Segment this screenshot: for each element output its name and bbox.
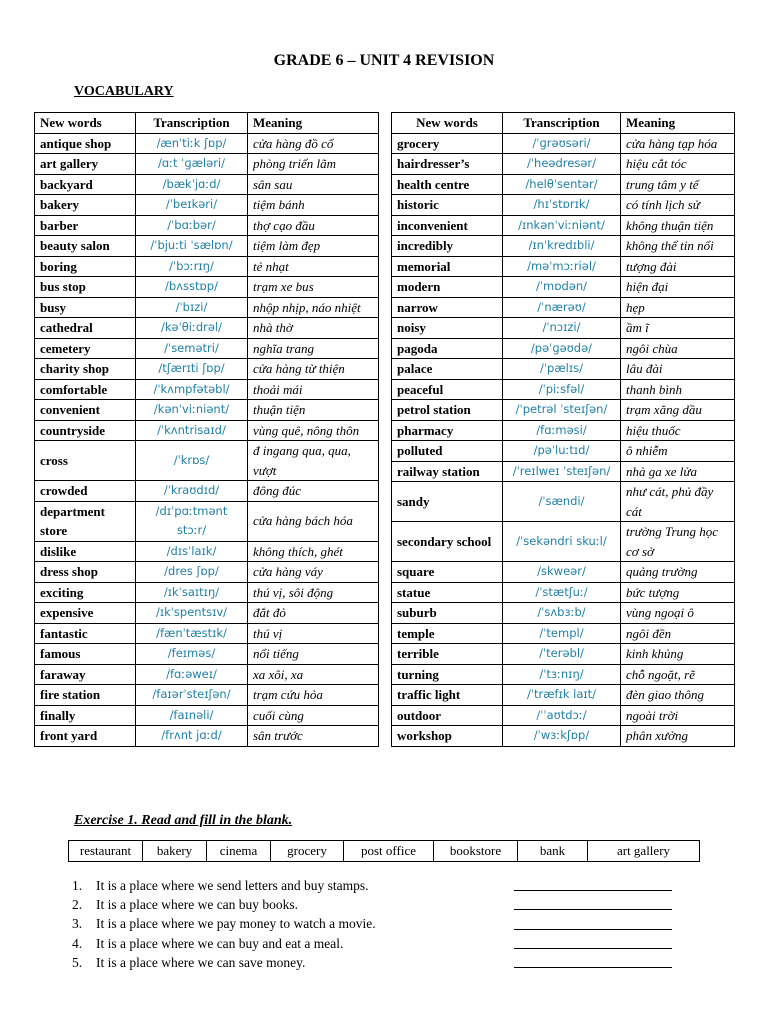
meaning-cell: thú vị, sôi động: [248, 582, 379, 603]
meaning-cell: tượng đài: [621, 256, 735, 277]
word-cell: fire station: [35, 685, 136, 706]
table-row: [35, 318, 379, 339]
meaning-cell: hiện đại: [621, 277, 735, 298]
transcription-cell: /pəˈluːtɪd/: [503, 441, 621, 462]
word-cell: busy: [35, 297, 136, 318]
meaning-cell: phân xưởng: [621, 726, 735, 747]
word-bank-item: bakery: [143, 841, 207, 861]
transcription-cell: /faɪərˈsteɪʃən/: [136, 685, 248, 706]
transcription-cell: /ɑːt ˈɡæləri/: [136, 154, 248, 175]
word-cell: crowded: [35, 481, 136, 502]
question-number: 1.: [72, 877, 83, 893]
table-row: [35, 174, 379, 195]
meaning-cell: không thuận tiện: [621, 215, 735, 236]
word-cell: traffic light: [392, 685, 503, 706]
word-cell: countryside: [35, 420, 136, 441]
transcription-cell: /ˈbɑːbər/: [136, 215, 248, 236]
meaning-cell: vùng ngoại ô: [621, 603, 735, 624]
transcription-cell: /ˈkʌntrisaɪd/: [136, 420, 248, 441]
word-bank: [68, 840, 700, 862]
table-row: [35, 582, 379, 603]
meaning-cell: đắt đỏ: [248, 603, 379, 624]
table-row: [392, 420, 735, 441]
transcription-cell: /ænˈtiːk ʃɒp/: [136, 133, 248, 154]
table-row: [35, 359, 379, 380]
question-list: [72, 876, 672, 972]
meaning-cell: cửa hàng đồ cổ: [248, 133, 379, 154]
word-cell: outdoor: [392, 705, 503, 726]
table-row: [35, 664, 379, 685]
meaning-cell: có tính lịch sử: [621, 195, 735, 216]
word-cell: antique shop: [35, 133, 136, 154]
table-row: [392, 685, 735, 706]
word-cell: workshop: [392, 726, 503, 747]
meaning-cell: nghĩa trang: [248, 338, 379, 359]
meaning-cell: phòng triển lãm: [248, 154, 379, 175]
meaning-cell: lâu đài: [621, 359, 735, 380]
word-cell: boring: [35, 256, 136, 277]
transcription-cell: /ˈsekəndri skuːl/: [503, 522, 621, 562]
meaning-cell: không thích, ghét: [248, 541, 379, 562]
table-row: [35, 400, 379, 421]
transcription-cell: /ˈreɪlweɪ ˈsteɪʃən/: [503, 461, 621, 482]
word-cell: barber: [35, 215, 136, 236]
meaning-cell: hẹp: [621, 297, 735, 318]
meaning-cell: cửa hàng váy: [248, 562, 379, 583]
table-row: [392, 664, 735, 685]
word-cell: fantastic: [35, 623, 136, 644]
question-text: It is a place where we send letters and buy stamps.: [96, 877, 369, 893]
answer-blank[interactable]: [514, 938, 672, 949]
word-cell: charity shop: [35, 359, 136, 380]
meaning-cell: trạm cứu hỏa: [248, 685, 379, 706]
table-row: [35, 195, 379, 216]
question-text: It is a place where we can save money.: [96, 954, 306, 970]
meaning-cell: tiệm làm đẹp: [248, 236, 379, 257]
word-cell: pagoda: [392, 338, 503, 359]
column-header-transcription: Transcription: [136, 113, 248, 134]
word-cell: inconvenient: [392, 215, 503, 236]
table-row: [392, 133, 735, 154]
table-row: [35, 501, 379, 541]
table-row: [35, 644, 379, 665]
word-cell: temple: [392, 623, 503, 644]
table-row: [392, 562, 735, 583]
word-cell: square: [392, 562, 503, 583]
transcription-cell: /ˈpiːsfəl/: [503, 379, 621, 400]
table-row: [392, 400, 735, 421]
table-row: [35, 338, 379, 359]
transcription-cell: /fɑːəweɪ/: [136, 664, 248, 685]
meaning-cell: đông đúc: [248, 481, 379, 502]
table-row: [35, 236, 379, 257]
answer-blank[interactable]: [514, 957, 672, 968]
transcription-cell: /bʌsstɒp/: [136, 277, 248, 298]
table-row: [392, 623, 735, 644]
table-row: [35, 623, 379, 644]
question-item: [72, 953, 672, 972]
meaning-cell: nhà ga xe lửa: [621, 461, 735, 482]
meaning-cell: sân sau: [248, 174, 379, 195]
transcription-cell: /ˈnærəʊ/: [503, 297, 621, 318]
word-cell: petrol station: [392, 400, 503, 421]
word-cell: peaceful: [392, 379, 503, 400]
transcription-cell: /ɪkˈsaɪtɪŋ/: [136, 582, 248, 603]
table-row: [35, 277, 379, 298]
transcription-cell: /ˈtræfɪk laɪt/: [503, 685, 621, 706]
word-bank-item: bookstore: [434, 841, 518, 861]
transcription-cell: /ˈɡrəʊsəri/: [503, 133, 621, 154]
transcription-cell: /ˈpetrəl ˈsteɪʃən/: [503, 400, 621, 421]
table-row: [392, 482, 735, 522]
vocabulary-table-right: [391, 112, 735, 747]
table-row: [392, 705, 735, 726]
table-row: [35, 297, 379, 318]
meaning-cell: xa xôi, xa: [248, 664, 379, 685]
word-cell: front yard: [35, 726, 136, 747]
table-row: [392, 726, 735, 747]
table-row: [392, 603, 735, 624]
transcription-cell: /ˈheədresər/: [503, 154, 621, 175]
transcription-cell: /məˈmɔːriəl/: [503, 256, 621, 277]
word-cell: dislike: [35, 541, 136, 562]
meaning-cell: thanh bình: [621, 379, 735, 400]
table-row: [392, 256, 735, 277]
table-row: [35, 481, 379, 502]
transcription-cell: /faɪnəli/: [136, 705, 248, 726]
table-row: [35, 541, 379, 562]
table-row: [35, 726, 379, 747]
word-bank-item: post office: [344, 841, 434, 861]
word-cell: cross: [35, 441, 136, 481]
meaning-cell: cửa hàng từ thiện: [248, 359, 379, 380]
word-cell: railway station: [392, 461, 503, 482]
transcription-cell: /ˈstætʃuː/: [503, 582, 621, 603]
table-row: [392, 215, 735, 236]
word-cell: grocery: [392, 133, 503, 154]
word-cell: backyard: [35, 174, 136, 195]
transcription-cell: /kəˈθiːdrəl/: [136, 318, 248, 339]
transcription-cell: /fænˈtæstɪk/: [136, 623, 248, 644]
word-cell: dress shop: [35, 562, 136, 583]
transcription-cell: /ˈwɜːkʃɒp/: [503, 726, 621, 747]
meaning-cell: ô nhiễm: [621, 441, 735, 462]
word-bank-item: cinema: [207, 841, 271, 861]
question-text: It is a place where we pay money to watch a movie.: [96, 916, 376, 932]
transcription-cell: /ˈbeɪkəri/: [136, 195, 248, 216]
word-bank-item: restaurant: [69, 841, 143, 861]
word-bank-item: bank: [518, 841, 588, 861]
meaning-cell: trạm xe bus: [248, 277, 379, 298]
meaning-cell: trung tâm y tế: [621, 174, 735, 195]
table-row: [392, 522, 735, 562]
transcription-cell: /ˈˈaʊtdɔː/: [503, 705, 621, 726]
meaning-cell: vùng quê, nông thôn: [248, 420, 379, 441]
table-row: [35, 133, 379, 154]
table-row: [392, 195, 735, 216]
meaning-cell: ngôi chùa: [621, 338, 735, 359]
meaning-cell: thợ cạo đầu: [248, 215, 379, 236]
meaning-cell: chỗ ngoặt, rẽ: [621, 664, 735, 685]
word-cell: historic: [392, 195, 503, 216]
word-cell: narrow: [392, 297, 503, 318]
meaning-cell: thú vị: [248, 623, 379, 644]
meaning-cell: hiệu thuốc: [621, 420, 735, 441]
transcription-cell: /ˈbɔːrɪŋ/: [136, 256, 248, 277]
transcription-cell: /feɪməs/: [136, 644, 248, 665]
transcription-cell: /dres ʃɒp/: [136, 562, 248, 583]
question-number: 3.: [72, 916, 83, 932]
answer-blank[interactable]: [514, 899, 672, 910]
table-row: [392, 174, 735, 195]
column-header-meaning: Meaning: [248, 113, 379, 134]
transcription-cell: /ˈbjuːti ˈsælɒn/: [136, 236, 248, 257]
word-bank-item: grocery: [271, 841, 344, 861]
table-row: [35, 215, 379, 236]
meaning-cell: quảng trường: [621, 562, 735, 583]
transcription-cell: /ˈsemətri/: [136, 338, 248, 359]
table-row: [392, 379, 735, 400]
table-row: [35, 420, 379, 441]
transcription-cell: /helθˈsentər/: [503, 174, 621, 195]
word-cell: noisy: [392, 318, 503, 339]
meaning-cell: như cát, phủ đầy cát: [621, 482, 735, 522]
table-row: [392, 277, 735, 298]
transcription-cell: /ˈtɜːnɪŋ/: [503, 664, 621, 685]
word-cell: pharmacy: [392, 420, 503, 441]
word-cell: famous: [35, 644, 136, 665]
meaning-cell: cuối cùng: [248, 705, 379, 726]
word-cell: health centre: [392, 174, 503, 195]
column-header-transcription: Transcription: [503, 113, 621, 134]
column-header-new-words: New words: [35, 113, 136, 134]
question-text: It is a place where we can buy and eat a meal.: [96, 935, 344, 951]
meaning-cell: hiệu cắt tóc: [621, 154, 735, 175]
word-cell: convenient: [35, 400, 136, 421]
transcription-cell: /kənˈviːniənt/: [136, 400, 248, 421]
question-item: [72, 895, 672, 914]
table-row: [392, 297, 735, 318]
transcription-cell: /bækˈjɑːd/: [136, 174, 248, 195]
transcription-cell: /tʃærɪti ʃɒp/: [136, 359, 248, 380]
meaning-cell: cửa hàng tạp hóa: [621, 133, 735, 154]
exercise-title: Exercise 1. Read and fill in the blank.: [74, 813, 293, 828]
word-cell: palace: [392, 359, 503, 380]
word-cell: cemetery: [35, 338, 136, 359]
word-cell: comfortable: [35, 379, 136, 400]
answer-blank[interactable]: [514, 919, 672, 930]
table-row: [392, 359, 735, 380]
table-row: [392, 461, 735, 482]
transcription-cell: /ɪkˈspentsɪv/: [136, 603, 248, 624]
section-heading: VOCABULARY: [74, 84, 174, 99]
word-cell: polluted: [392, 441, 503, 462]
transcription-cell: /ˈmɒdən/: [503, 277, 621, 298]
question-item: [72, 876, 672, 895]
table-row: [35, 379, 379, 400]
word-cell: finally: [35, 705, 136, 726]
table-row: [392, 318, 735, 339]
table-row: [392, 441, 735, 462]
word-cell: beauty salon: [35, 236, 136, 257]
meaning-cell: sân trước: [248, 726, 379, 747]
word-cell: suburb: [392, 603, 503, 624]
table-row: [35, 685, 379, 706]
meaning-cell: thoải mái: [248, 379, 379, 400]
transcription-cell: /dɪˈpɑːtmənt stɔːr/: [136, 501, 248, 541]
page-title: GRADE 6 – UNIT 4 REVISION: [273, 52, 495, 69]
transcription-cell: /ˈkrɒs/: [136, 441, 248, 481]
table-row: [392, 582, 735, 603]
transcription-cell: /ˈterəbl/: [503, 644, 621, 665]
meaning-cell: nổi tiếng: [248, 644, 379, 665]
word-cell: bus stop: [35, 277, 136, 298]
transcription-cell: /fɑːməsi/: [503, 420, 621, 441]
table-row: [35, 562, 379, 583]
table-row: [392, 644, 735, 665]
meaning-cell: cửa hàng bách hóa: [248, 501, 379, 541]
question-number: 4.: [72, 935, 83, 951]
meaning-cell: bức tượng: [621, 582, 735, 603]
question-number: 5.: [72, 954, 83, 970]
meaning-cell: ầm ĩ: [621, 318, 735, 339]
transcription-cell: /ˈpælɪs/: [503, 359, 621, 380]
meaning-cell: ngoài trời: [621, 705, 735, 726]
transcription-cell: /ˈbɪzi/: [136, 297, 248, 318]
meaning-cell: tẻ nhạt: [248, 256, 379, 277]
transcription-cell: /frʌnt jɑːd/: [136, 726, 248, 747]
table-row: [35, 603, 379, 624]
transcription-cell: /pəˈɡəʊdə/: [503, 338, 621, 359]
word-cell: memorial: [392, 256, 503, 277]
meaning-cell: kinh khủng: [621, 644, 735, 665]
transcription-cell: /dɪsˈlaɪk/: [136, 541, 248, 562]
word-cell: statue: [392, 582, 503, 603]
table-row: [35, 154, 379, 175]
transcription-cell: /ˈtempl/: [503, 623, 621, 644]
question-item: [72, 915, 672, 934]
table-row: [35, 441, 379, 481]
answer-blank[interactable]: [514, 880, 672, 891]
meaning-cell: trường Trung học cơ sở: [621, 522, 735, 562]
word-cell: cathedral: [35, 318, 136, 339]
word-cell: expensive: [35, 603, 136, 624]
transcription-cell: /ɪnˈkredɪbli/: [503, 236, 621, 257]
word-cell: art gallery: [35, 154, 136, 175]
word-cell: incredibly: [392, 236, 503, 257]
word-cell: turning: [392, 664, 503, 685]
word-cell: department store: [35, 501, 136, 541]
table-row: [392, 338, 735, 359]
transcription-cell: /ɪnkənˈviːniənt/: [503, 215, 621, 236]
meaning-cell: đèn giao thông: [621, 685, 735, 706]
transcription-cell: /ˈsændi/: [503, 482, 621, 522]
question-item: [72, 934, 672, 953]
meaning-cell: nhà thờ: [248, 318, 379, 339]
table-row: [35, 256, 379, 277]
meaning-cell: đ ingang qua, qua, vượt: [248, 441, 379, 481]
meaning-cell: tiệm bánh: [248, 195, 379, 216]
meaning-cell: không thể tin nổi: [621, 236, 735, 257]
word-cell: bakery: [35, 195, 136, 216]
transcription-cell: /ˈkʌmpfətəbl/: [136, 379, 248, 400]
word-bank-item: art gallery: [616, 843, 671, 858]
meaning-cell: thuận tiện: [248, 400, 379, 421]
column-header-new-words: New words: [392, 113, 503, 134]
meaning-cell: trạm xăng dầu: [621, 400, 735, 421]
table-row: [35, 705, 379, 726]
meaning-cell: nhộp nhịp, náo nhiệt: [248, 297, 379, 318]
transcription-cell: /ˈkraʊdɪd/: [136, 481, 248, 502]
word-cell: modern: [392, 277, 503, 298]
word-cell: hairdresser’s: [392, 154, 503, 175]
word-cell: exciting: [35, 582, 136, 603]
table-row: [392, 154, 735, 175]
transcription-cell: /skweər/: [503, 562, 621, 583]
question-text: It is a place where we can buy books.: [96, 896, 299, 912]
transcription-cell: /ˈsʌbɜːb/: [503, 603, 621, 624]
meaning-cell: ngôi đền: [621, 623, 735, 644]
vocabulary-table-left: [34, 112, 379, 747]
word-cell: terrible: [392, 644, 503, 665]
transcription-cell: /ˈnɔɪzi/: [503, 318, 621, 339]
word-cell: sandy: [392, 482, 503, 522]
transcription-cell: /hɪˈstɒrɪk/: [503, 195, 621, 216]
word-cell: secondary school: [392, 522, 503, 562]
column-header-meaning: Meaning: [621, 113, 735, 134]
word-cell: faraway: [35, 664, 136, 685]
table-row: [392, 236, 735, 257]
question-number: 2.: [72, 896, 83, 912]
